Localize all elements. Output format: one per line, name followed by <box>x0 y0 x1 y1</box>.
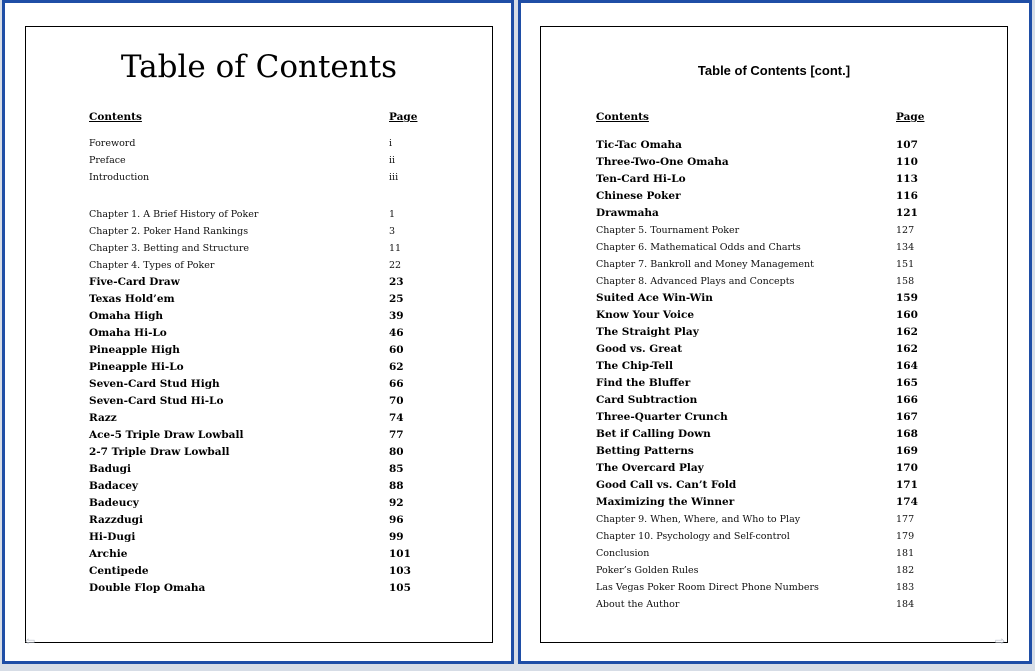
toc-entry-page: 60 <box>389 344 404 356</box>
toc-entry-page: 105 <box>389 582 411 594</box>
toc-entry-title: Chapter 5. Tournament Poker <box>596 225 740 236</box>
toc-entry <box>596 256 936 273</box>
page-title: Table of Contents [cont.] <box>697 63 851 78</box>
toc-entry-title: Omaha High <box>89 310 164 322</box>
toc-entry <box>596 596 936 613</box>
contents-column-header: Contents <box>89 111 142 123</box>
toc-entry <box>89 359 429 376</box>
toc-entry-page: 107 <box>896 139 918 151</box>
toc-entry <box>596 222 936 239</box>
toc-entry-title: Texas Hold’em <box>89 293 175 305</box>
toc-entry-page: 22 <box>389 260 402 271</box>
toc-entry-title: Chapter 6. Mathematical Odds and Charts <box>596 242 801 253</box>
toc-entry <box>596 409 936 426</box>
toc-entry-title: Las Vegas Poker Room Direct Phone Numbers <box>596 582 819 593</box>
toc-entry <box>596 290 936 307</box>
toc-entry-page: 25 <box>389 293 404 305</box>
toc-entry-page: i <box>389 138 393 149</box>
toc-entry-title: Centipede <box>89 565 149 577</box>
toc-entry-page: 134 <box>896 242 915 253</box>
toc-entry <box>89 223 429 240</box>
toc-entry <box>89 325 429 342</box>
toc-entry-title: Chapter 9. When, Where, and Who to Play <box>596 514 801 525</box>
toc-entry <box>596 562 936 579</box>
toc-entry-title: Suited Ace Win-Win <box>596 292 713 304</box>
toc-entry-title: Chapter 8. Advanced Plays and Concepts <box>596 276 795 287</box>
toc-entry-title: Card Subtraction <box>596 394 698 406</box>
toc-entry-title: Hi-Dugi <box>89 531 136 543</box>
toc-entry-title: Good vs. Great <box>596 343 683 355</box>
toc-entry-title: Pineapple High <box>89 344 180 356</box>
toc-entry <box>89 393 429 410</box>
toc-entry <box>596 188 936 205</box>
toc-entry-page: 127 <box>896 225 915 236</box>
toc-entry-title: About the Author <box>596 599 680 610</box>
page-column-header: Page <box>389 111 418 123</box>
toc-entry <box>596 375 936 392</box>
toc-entry-page: 179 <box>896 531 915 542</box>
toc-entry-page: 162 <box>896 343 918 355</box>
toc-entry <box>596 460 936 477</box>
toc-entry-title: Preface <box>89 155 126 166</box>
toc-entry-title: Poker’s Golden Rules <box>596 565 699 576</box>
toc-entry <box>596 477 936 494</box>
toc-entry <box>89 308 429 325</box>
toc-entry-title: Chinese Poker <box>596 190 681 202</box>
toc-entry-page: 159 <box>896 292 918 304</box>
toc-entry-page: 62 <box>389 361 404 373</box>
toc-entry-page: 162 <box>896 326 918 338</box>
right-page <box>540 26 1008 643</box>
toc-entry <box>89 342 429 359</box>
toc-entry-title: Chapter 3. Betting and Structure <box>89 243 250 254</box>
toc-entry-page: 171 <box>896 479 918 491</box>
toc-entry-title: The Chip-Tell <box>596 360 673 372</box>
toc-entry-page: 177 <box>896 514 915 525</box>
toc-entry-title: Razz <box>89 412 117 424</box>
toc-entry-page: 182 <box>896 565 915 576</box>
toc-entry-page: 88 <box>389 480 404 492</box>
toc-entry-page: 151 <box>896 259 915 270</box>
toc-entry-title: The Overcard Play <box>596 462 704 474</box>
toc-entry <box>596 341 936 358</box>
toc-entry-page: 158 <box>896 276 915 287</box>
toc-entry-title: Tic-Tac Omaha <box>596 139 682 151</box>
contents-column-header: Contents <box>596 111 649 123</box>
toc-entry <box>89 563 429 580</box>
toc-entry-page: 96 <box>389 514 404 526</box>
toc-entry <box>596 494 936 511</box>
toc-entry <box>89 478 429 495</box>
toc-entry-title: 2-7 Triple Draw Lowball <box>89 446 230 458</box>
toc-entry <box>596 154 936 171</box>
toc-entry-page: 80 <box>389 446 404 458</box>
toc-entry-page: 103 <box>389 565 411 577</box>
toc-entry-title: Omaha Hi-Lo <box>89 327 167 339</box>
toc-entry <box>89 135 429 152</box>
toc-entry-page: 85 <box>389 463 404 475</box>
toc-entry-page: 168 <box>896 428 918 440</box>
toc-entry-page: 23 <box>389 276 404 288</box>
toc-entry-title: Ace-5 Triple Draw Lowball <box>89 429 244 441</box>
toc-entry-title: Chapter 10. Psychology and Self-control <box>596 531 790 542</box>
toc-entry-page: 113 <box>896 173 918 185</box>
toc-entry-page: 3 <box>389 226 396 237</box>
toc-entry-page: 92 <box>389 497 404 509</box>
toc-entry <box>596 528 936 545</box>
toc-entry <box>596 171 936 188</box>
toc-entry-title: Find the Bluffer <box>596 377 691 389</box>
toc-entry <box>596 426 936 443</box>
toc-entry <box>89 427 429 444</box>
toc-entry-title: Drawmaha <box>596 207 659 219</box>
toc-entry <box>89 274 429 291</box>
toc-entry-title: Introduction <box>89 172 150 183</box>
toc-entry-title: Razzdugi <box>89 514 144 526</box>
toc-entry <box>596 307 936 324</box>
toc-entry-page: 74 <box>389 412 404 424</box>
toc-entry-page: 183 <box>896 582 915 593</box>
toc-entry-title: Good Call vs. Can’t Fold <box>596 479 737 491</box>
toc-entry <box>89 240 429 257</box>
toc-entry-page: 77 <box>389 429 404 441</box>
toc-entry-title: Badugi <box>89 463 131 475</box>
toc-entry-title: Chapter 1. A Brief History of Poker <box>89 209 259 220</box>
toc-entry <box>596 358 936 375</box>
toc-entry-title: Chapter 4. Types of Poker <box>89 260 215 271</box>
toc-entry-title: Foreword <box>89 138 136 149</box>
left-page-pane[interactable] <box>2 0 514 664</box>
toc-entry-page: 121 <box>896 207 918 219</box>
toc-entry <box>89 546 429 563</box>
toc-entry-page: 11 <box>389 243 402 254</box>
toc-entry-title: Conclusion <box>596 548 650 559</box>
toc-entry <box>596 205 936 222</box>
toc-entry-title: Three-Quarter Crunch <box>596 411 728 423</box>
toc-entry-page: 167 <box>896 411 918 423</box>
toc-entry-page: iii <box>389 172 399 183</box>
toc-entry-page: 174 <box>896 496 918 508</box>
toc-entry <box>596 239 936 256</box>
toc-entry-title: Chapter 7. Bankroll and Money Management <box>596 259 814 270</box>
toc-entry-page: ii <box>389 155 396 166</box>
toc-entry-page: 184 <box>896 599 915 610</box>
toc-entry-page: 160 <box>896 309 918 321</box>
arrow-left-icon[interactable]: ⇦ <box>25 634 36 648</box>
toc-entry <box>596 324 936 341</box>
toc-entry-page: 181 <box>896 548 915 559</box>
toc-entry-page: 170 <box>896 462 918 474</box>
toc-entry <box>89 495 429 512</box>
toc-entry-page: 99 <box>389 531 404 543</box>
toc-entry-title: Bet if Calling Down <box>596 428 711 440</box>
toc-entry-page: 70 <box>389 395 404 407</box>
toc-entry-title: Seven-Card Stud Hi-Lo <box>89 395 224 407</box>
toc-entry <box>596 137 936 154</box>
toc-entry <box>89 376 429 393</box>
toc-entry <box>596 579 936 596</box>
toc-entry-page: 116 <box>896 190 918 202</box>
toc-entry-title: Ten-Card Hi-Lo <box>596 173 686 185</box>
toc-entry <box>89 152 429 169</box>
toc-entry <box>89 206 429 223</box>
toc-entry <box>89 257 429 274</box>
toc-entry-title: Betting Patterns <box>596 445 694 457</box>
toc-entry-page: 101 <box>389 548 411 560</box>
toc-entry <box>596 545 936 562</box>
toc-entry-page: 1 <box>389 209 396 220</box>
toc-entry <box>89 444 429 461</box>
toc-entry <box>89 410 429 427</box>
toc-entry-title: Chapter 2. Poker Hand Rankings <box>89 226 249 237</box>
toc-entry <box>89 512 429 529</box>
toc-entry <box>89 461 429 478</box>
toc-entry-title: The Straight Play <box>596 326 699 338</box>
toc-entry <box>89 580 429 597</box>
toc-entry <box>596 443 936 460</box>
toc-entry <box>596 392 936 409</box>
toc-entry-page: 39 <box>389 310 404 322</box>
toc-entry-title: Know Your Voice <box>596 309 695 321</box>
toc-entry <box>596 511 936 528</box>
toc-entry-title: Maximizing the Winner <box>596 496 735 508</box>
right-page-pane[interactable] <box>518 0 1032 664</box>
page-title: Table of Contents <box>120 49 398 85</box>
toc-entry-page: 166 <box>896 394 918 406</box>
toc-entry-title: Badeucy <box>89 497 139 509</box>
toc-entry <box>596 273 936 290</box>
toc-entry-title: Badacey <box>89 480 138 492</box>
toc-entry-page: 165 <box>896 377 918 389</box>
toc-entry-title: Archie <box>89 548 128 560</box>
toc-entry-title: Seven-Card Stud High <box>89 378 220 390</box>
left-page <box>25 26 493 643</box>
toc-entry-page: 66 <box>389 378 404 390</box>
toc-entry <box>89 529 429 546</box>
toc-entry-title: Three-Two-One Omaha <box>596 156 729 168</box>
toc-entry-page: 46 <box>389 327 404 339</box>
toc-entry <box>89 291 429 308</box>
toc-entry-page: 169 <box>896 445 918 457</box>
toc-entry-title: Pineapple Hi-Lo <box>89 361 184 373</box>
toc-entry-page: 164 <box>896 360 918 372</box>
page-column-header: Page <box>896 111 925 123</box>
toc-entry-title: Five-Card Draw <box>89 276 180 288</box>
toc-entry-page: 110 <box>896 156 918 168</box>
arrow-right-icon[interactable]: ⇨ <box>995 634 1006 648</box>
toc-entry-title: Double Flop Omaha <box>89 582 206 594</box>
toc-entry <box>89 169 429 186</box>
